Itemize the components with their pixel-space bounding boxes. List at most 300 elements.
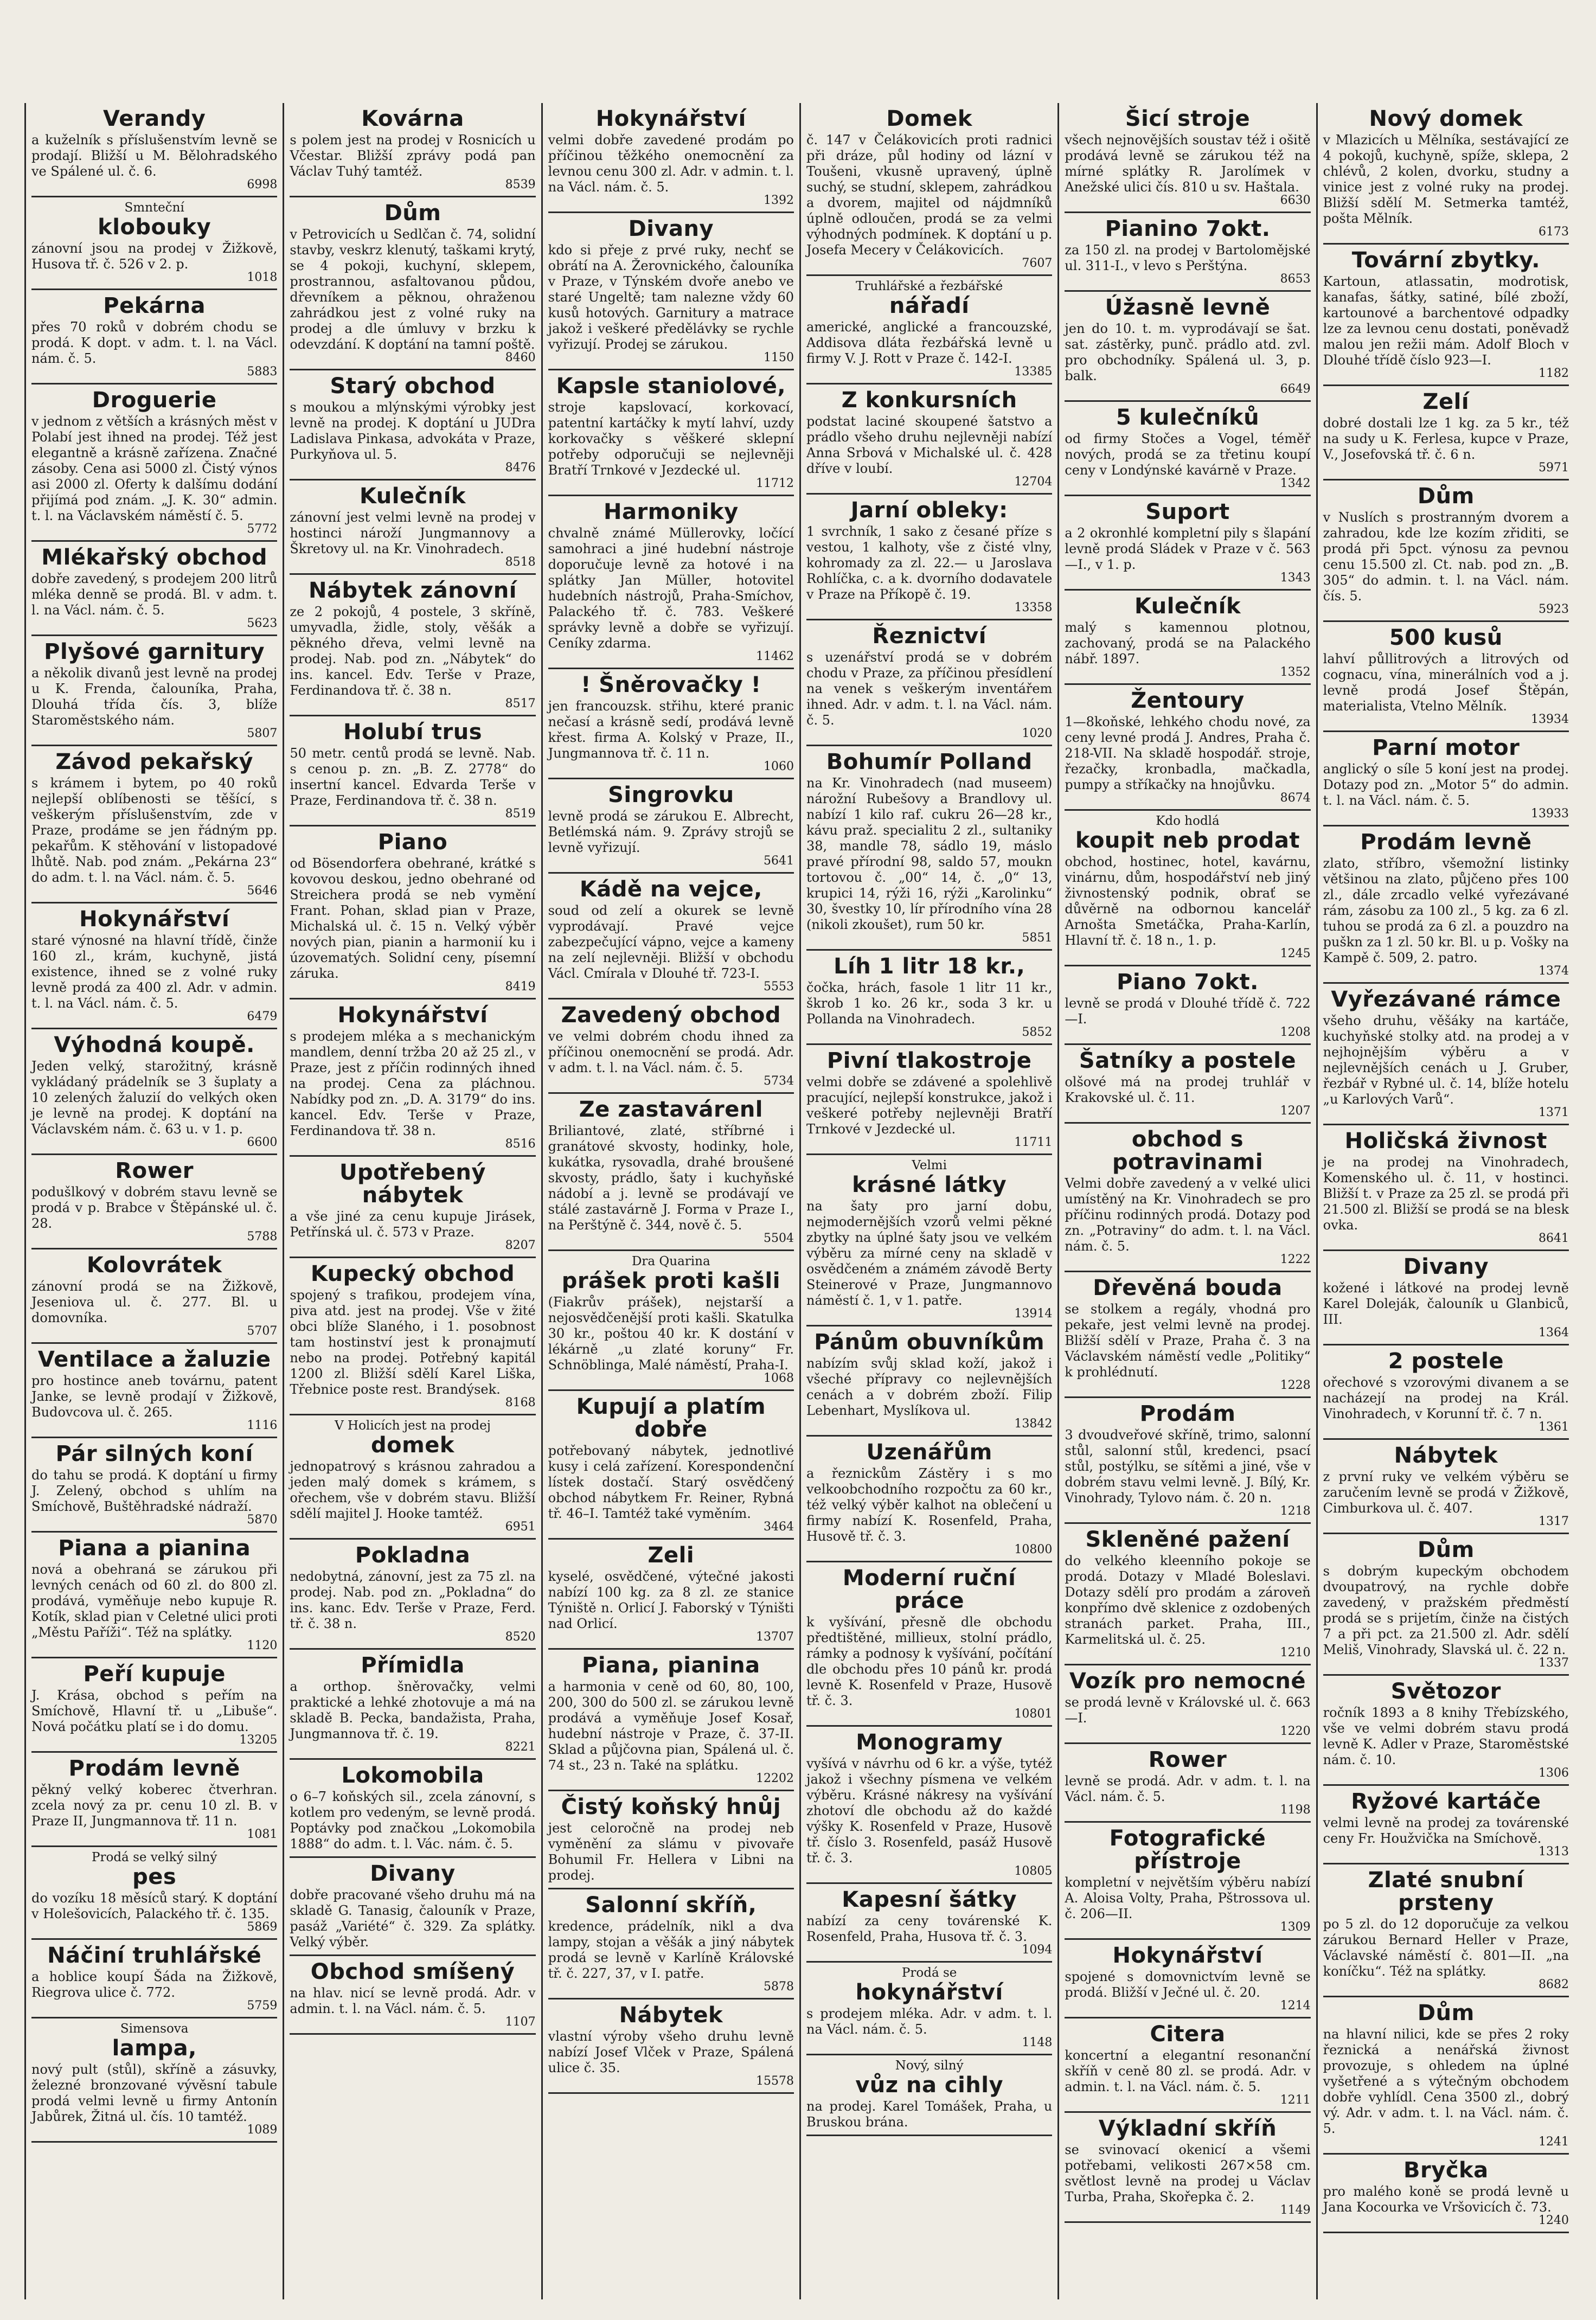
ad-text: na prodej. Karel Tomášek, Praha, u Bruskou brána.: [806, 2099, 1053, 2130]
classified-ad: [806, 620, 1052, 746]
ad-kicker: Velmi: [912, 1158, 947, 1172]
ad-number: 6951: [505, 1520, 536, 1534]
ad-number: 1081: [247, 1828, 278, 1841]
ad-number: 15578: [756, 2074, 794, 2088]
ad-text: chvalně známé Müllerovky, ločící samohraci a jiné hudební nástroje doporučuje levně za hotové i na splátky Jan Müller, hotovitel hudebních nástrojů, Praha-Smíchov, Palackého tř. č. 783. Veškeré správky levně a dobře se vyřizují. Ceníky zdarma.: [548, 525, 794, 651]
ad-number: 13933: [1531, 807, 1569, 821]
ad-headline: Singrovku: [608, 783, 734, 807]
ad-headline: Upotřebený nábytek: [339, 1160, 486, 1208]
ad-number: 5807: [247, 727, 278, 740]
ad-headline: Piano: [377, 830, 448, 855]
ad-headline: hokynářství: [855, 1980, 1003, 2005]
classified-ad: [31, 1029, 277, 1155]
ad-text: zánovní prodá se na Žižkově, Jeseniova ul. č. 277. Bl. u domovníka.: [31, 1279, 278, 1325]
ad-text: v Mlazicích u Mělníka, sestávající ze 4 pokojů, kuchyně, spíže, sklepa, 2 chlévů, 2 kolen, dvorku, studny a vinice jest z volné ruky na prodej. Bližší sdělí M. Setmerka tamtéž, pošta Mělník.: [1323, 132, 1569, 226]
ad-headline: Piana, pianina: [582, 1653, 760, 1678]
ad-text: do velkého kleenního pokoje se prodá. Dotazy v Mladé Boleslavi. Dotazy sdělí pro prodám a zároveň konpřímo dvě sklenice z ozdobených stranách parket. Praha, III., Karmelitská ul. č. 25.: [1065, 1553, 1311, 1647]
classified-ad: [290, 1157, 535, 1258]
ad-text: čočka, hrách, fasole 1 litr 11 kr., škrob 1 ko. 26 kr., soda 3 kr. u Pollanda na Vinohradech.: [806, 980, 1053, 1027]
ad-number: 6649: [1280, 382, 1311, 396]
ad-headline: Hokynářství: [79, 907, 230, 932]
ad-headline: Harmoniky: [603, 499, 739, 524]
ad-headline: Jarní obleky:: [850, 498, 1008, 523]
ad-text: kyselé, osvědčené, výtečné jakosti nabízí 100 kg. za 8 zl. ze stanice Týniště n. Orlicí J. Faborský v Týništi nad Orlicí.: [548, 1569, 794, 1631]
ad-text: nedobytná, zánovní, jest za 75 zl. na prodej. Nab. pod zn. „Pokladna“ do ins. kanc. Edv. Terše v Praze, Ferd. tř. č. 38 n.: [290, 1569, 536, 1631]
classified-ad: [806, 951, 1052, 1045]
classified-ad: [1065, 1940, 1310, 2018]
ad-text: 50 metr. centů prodá se levně. Nab. s cenou p. zn. „B. Z. 2778“ do insertní kancel. Edvarda Terše v Praze, Ferdinandova tř. č. 38 n.: [290, 746, 536, 808]
ad-headline: Hokynářství: [1112, 1943, 1263, 1968]
classified-ad: [290, 103, 535, 197]
ad-column: [541, 103, 799, 2299]
classified-ad: [1065, 966, 1310, 1045]
classified-ad: [548, 1889, 794, 1999]
ad-headline: Nábytek: [619, 2003, 723, 2028]
ad-headline: Skleněné pažení: [1085, 1527, 1290, 1552]
ad-text: se stolkem a regály, vhodná pro pekaře, jest velmi levně na prodej. Bližší sdělí v Praze, Praha č. 3 na Václavském náměstí vedle „Politiky“ k prohlédnutí.: [1065, 1302, 1311, 1380]
classified-ad: [806, 1963, 1052, 2055]
classified-ad: [1065, 1665, 1310, 1744]
ad-number: 13205: [239, 1733, 278, 1747]
ad-text: po 5 zl. do 12 doporučuje za velkou zárukou Bernard Heller v Praze, Václavské náměstí č. 801—II. „na koníčku“. Též na splátky.: [1323, 1917, 1569, 1979]
ad-headline: Dům: [384, 201, 441, 226]
classified-ad: [290, 197, 535, 370]
ad-headline: Kapesní šátky: [842, 1887, 1017, 1912]
ad-number: 8419: [505, 980, 536, 994]
ad-number: 5759: [247, 1999, 278, 2013]
ad-number: 3464: [764, 1520, 794, 1534]
classified-ad: [806, 103, 1052, 276]
ad-headline: Starý obchod: [330, 374, 496, 399]
ad-number: 5504: [764, 1232, 794, 1245]
ad-text: pro malého koně se prodá levně u Jana Kocourka ve Vršovicích č. 73.: [1323, 2184, 1569, 2215]
ad-text: v Nuslích s prostranným dvorem a zahradou, kde lze kozím zřiditi, se prodá při 5pct. výnosu za pevnou cenu 15.500 zl. Ct. nab. pod zn. „B. 305“ do admin. t. l. na Václ. nám. čís. 5.: [1323, 510, 1569, 604]
ad-text: jen do 10. t. m. vyprodávají se šat. sat. zástěrky, punč. prádlo atd. zvl. pro obchodníky. Spálená ul. 3, p. balk.: [1065, 321, 1311, 383]
classified-ad: [1065, 213, 1310, 292]
ad-number: 8539: [505, 178, 536, 191]
ad-headline: Žentoury: [1131, 688, 1245, 713]
ad-text: zlato, stříbro, všemožní listinky většinou na zlato, půjčeno přes 100 zl., dále zrcadlo velké vyřezávané rám, zásobu za 100 zl., 5 kg. za 6 zl. tuhou se prodá za 6 zl. a pouzdro na puškn za 1 zl. 50 kr. Bl. u p. Vošky na Kampě č. 509, 2. patro.: [1323, 856, 1569, 965]
classified-ad: [31, 2018, 277, 2143]
classified-ad: [290, 370, 535, 480]
classified-ad: [290, 1415, 535, 1540]
ad-headline: Kapsle staniolové,: [556, 374, 786, 399]
ad-kicker: Truhlářské a řezbářské: [856, 279, 1003, 293]
ad-number: 1220: [1280, 1725, 1311, 1738]
ad-headline: Prodám levně: [68, 1756, 240, 1781]
ad-number: 13385: [1014, 365, 1053, 379]
ad-text: do vozíku 18 měsíců starý. K doptání v Holešovicích, Palackého tř. č. 135.: [31, 1890, 278, 1921]
ad-number: 1317: [1539, 1515, 1569, 1528]
ad-text: 1—8koňské, lehkého chodu nové, za ceny levné prodá J. Andres, Praha č. 218-VII. Na skladě hospodář. stroje, řezačky, kronbadla, mačkadla, pumpy a stříkačky na hnojůvku.: [1065, 714, 1311, 792]
ad-text: obchod, hostinec, hotel, kavárnu, vinárnu, dům, hospodářství neb jiný živnostenský podnik, obrať se důvěrně na odbornou kancelář Arnošta Smetáčka, Praha-Karlín, Hlavní tř. č. 18 n., 1. p.: [1065, 854, 1311, 948]
ad-headline: Zelí: [1422, 389, 1470, 414]
classified-ad: [548, 1540, 794, 1650]
classified-ad: [31, 1658, 277, 1753]
ad-headline: Ryžové kartáče: [1351, 1789, 1541, 1814]
classified-ad: [806, 1727, 1052, 1884]
ad-kicker: Dra Quarina: [631, 1254, 710, 1268]
ad-text: nová a obehraná se zárukou při levných cenách od 60 zl. do 800 zl. prodává, vyměňuje nebo kupuje R. Kotík, sklad pian v Celetné ulici proti „Městu Paříži“. Též na splátky.: [31, 1562, 278, 1640]
ad-number: 8641: [1539, 1232, 1569, 1245]
ad-headline: Vyřezávané rámce: [1331, 987, 1561, 1012]
classified-ad: [1323, 984, 1569, 1125]
ad-number: 5641: [764, 854, 794, 868]
ad-column: [24, 103, 283, 2299]
classified-ad: [806, 1045, 1052, 1155]
ad-headline: klobouky: [98, 215, 211, 240]
ad-headline: Salonní skříň,: [585, 1893, 757, 1918]
classified-ad: [290, 1258, 535, 1415]
ad-headline: koupit neb prodat: [1075, 828, 1300, 853]
classified-ad: [31, 1533, 277, 1658]
ad-number: 11712: [756, 477, 794, 490]
ad-text: jen francouzsk. střihu, které pranic nečasí a krásně sedí, prodává levně křest. firma A. Kolský v Praze, II., Jungmannova tř. č. 11 n.: [548, 698, 794, 761]
classified-ad: [31, 1438, 277, 1533]
ad-text: spojené s domovnictvím levně se prodá. Bližší v Ječné ul. č. 20.: [1065, 1969, 1311, 2000]
ad-number: 1210: [1280, 1646, 1311, 1659]
ad-number: 13914: [1014, 1307, 1053, 1321]
ad-kicker: V Holicích jest na prodej: [335, 1419, 491, 1433]
ad-headline: Šicí stroje: [1125, 106, 1251, 131]
classified-ad: [806, 276, 1052, 384]
ad-text: a orthop. šněrovačky, velmi praktické a lehké zhotovuje a má na skladě B. Pecka, bandažista, Praha, Jungmannova tř. č. 19.: [290, 1679, 536, 1741]
classified-ad: [31, 103, 277, 197]
classified-ad: [31, 290, 277, 384]
classified-ad: [548, 1094, 794, 1251]
ad-number: 8519: [505, 807, 536, 821]
classified-ad: [1323, 1440, 1569, 1534]
ad-number: 5923: [1539, 603, 1569, 616]
ad-headline: Kovárna: [361, 106, 464, 131]
ad-text: v jednom z větších a krásných měst v Polabí jest ihned na prodej. Též jest elegantně a krásně zařízena. Značné zásoby. Cena asi 5000 zl. Čistý výnos asi 2000 zl. Oferty k dalšímu dodání přijímá pod znám. „J. K. 30“ admin. t. l. na Václavském náměstí č. 5.: [31, 414, 278, 523]
ad-text: Velmi dobře zavedený a v velké ulici umístěný na Kr. Vinohradech se pro příčinu rodinných prodá. Dotazy pod zn. „Potraviny“ do adm. t. l. na Václ. nám. č. 5.: [1065, 1176, 1311, 1254]
ad-text: se prodá levně v Královské ul. č. 663—I.: [1065, 1695, 1311, 1726]
ad-number: 6173: [1539, 225, 1569, 239]
ad-number: 6630: [1280, 194, 1311, 207]
classified-ad: [1065, 2113, 1310, 2223]
ad-text: od Bösendorfera obehrané, krátké s kovovou deskou, jedno obehrané od Streichera prodá se neb vymění Frant. Pohan, sklad pian v Praze, Michalská ul. č. 15 n. Velký výběr nových pian, pianin a harmonií ku i úzovematých. Solidní ceny, písemní záruka.: [290, 856, 536, 981]
ad-kicker: Simensova: [120, 2022, 189, 2036]
ad-text: zánovní jest velmi levně na prodej v hostinci nároží Jungmannovy a Škretovy ul. na Kr. Vinohradech.: [290, 510, 536, 556]
ad-number: 13934: [1531, 713, 1569, 726]
ad-text: zánovní jsou na prodej v Žižkově, Husova tř. č. 526 v 2. p.: [31, 241, 278, 272]
ad-text: vyšívá v návrhu od 6 kr. a výše, tytéž jakož i všechny písmena ve velkém výběru. Krásné nákresy na vyšívání zhotoví dle obchodu až do každé výšky K. Rosenfeld v Praze, Husově tř. číslo 3. Rosenfeld, pasáž Husově tř. č. 3.: [806, 1756, 1053, 1866]
classified-ad: [1323, 1534, 1569, 1676]
ad-number: 5870: [247, 1513, 278, 1527]
ad-number: 5851: [1022, 931, 1053, 945]
ad-number: 1211: [1280, 2093, 1311, 2107]
ad-text: a vše jiné za cenu kupuje Jirásek, Petřínská ul. č. 573 v Praze.: [290, 1209, 536, 1240]
classified-ad: [290, 999, 535, 1157]
ad-headline: Plyšové garnitury: [44, 639, 265, 664]
ad-headline: Verandy: [103, 106, 206, 131]
ad-text: spojený s trafikou, prodejem vína, piva atd. jest na prodej. Vše v žité obci blíže Slaného, i 1. posobnost tam hostinství jest k pronajmutí nebo na prodej. Potřebný kapitál 1200 zl. Bližší sdělí Karel Liška, Třebnice poste rest. Brandýsek.: [290, 1287, 536, 1397]
ad-number: 1182: [1539, 367, 1569, 380]
classified-ad: [1323, 622, 1569, 732]
ad-headline: Nábytek: [1394, 1443, 1498, 1468]
ad-number: 13707: [756, 1630, 794, 1644]
ad-number: 5971: [1539, 461, 1569, 475]
classified-ad: [548, 103, 794, 213]
classified-ad: [1323, 386, 1569, 480]
classified-ad: [1323, 1997, 1569, 2155]
classified-ad: [548, 669, 794, 779]
ad-number: 1198: [1280, 1803, 1311, 1817]
classified-ad: [1323, 1676, 1569, 1786]
ad-number: 1018: [247, 271, 278, 284]
ad-headline: Kádě na vejce,: [579, 877, 762, 902]
ad-text: vlastní výroby všeho druhu levně nabízí Josef Vlček v Praze, Spálená ulice č. 35.: [548, 2029, 794, 2075]
ad-text: o 6–7 koňských sil., zcela zánovní, s kotlem pro vedeným, se levně prodá. Poptávky pod značkou „Lokomobila 1888“ do adm. t. l. Vác. nám. č. 5.: [290, 1789, 536, 1851]
ad-text: Jeden velký, starožitný, krásně vykládaný prádelník se 3 šuplaty a 10 zelených žaluzií do velkých oken je levně na prodej. K doptání na Václavském nám. č. 63 u. v 1. p.: [31, 1059, 278, 1137]
ad-number: 6600: [247, 1136, 278, 1149]
ad-number: 5869: [247, 1920, 278, 1934]
ad-headline: Domek: [886, 106, 972, 131]
ad-number: 5734: [764, 1074, 794, 1088]
ad-headline: Ventilace a žaluzie: [37, 1347, 271, 1372]
ad-headline: domek: [370, 1433, 454, 1458]
ad-number: 1309: [1280, 1920, 1311, 1934]
classified-ad: [548, 370, 794, 496]
ad-text: levně prodá se zárukou E. Albrecht, Betlémská nám. 9. Zprávy strojů se levně vyřizují.: [548, 809, 794, 855]
classified-ad: [1065, 1045, 1310, 1124]
ad-headline: 5 kulečníků: [1116, 405, 1260, 430]
classified-ad: [806, 1155, 1052, 1326]
ad-headline: Náčiní truhlářské: [47, 1943, 262, 1968]
classified-ad: [31, 746, 277, 903]
ad-headline: 500 kusů: [1389, 625, 1503, 650]
ad-text: Briliantové, zlaté, stříbrné i granátové skvosty, hodinky, hole, kukátka, rysovadla, drahé broušené skvosty, prádlo, šaty i kuchyňské nádobí a j. levně se prodávají ve stálé zastavárně J. Forma v Praze I., na Perštýně č. 344, nově č. 5.: [548, 1123, 794, 1233]
ad-headline: Holubí trus: [343, 720, 483, 745]
ad-text: a hoblice koupí Šáda na Žižkově, Riegrova ulice č. 772.: [31, 1969, 278, 2000]
ad-text: se svinovací okenicí a všemi potřebami, velikosti 267×58 cm. světlost levně na prodej u Václav Turba, Praha, Skořepka č. 2.: [1065, 2142, 1311, 2204]
ad-text: velmi dobře zavedené prodám po příčinou těžkého onemocnění za levnou cenu 300 zl. Adr. v admin. t. l. na Václ. nám. č. 5.: [548, 132, 794, 195]
ad-number: 10805: [1014, 1864, 1053, 1878]
ad-headline: Dům: [1417, 484, 1475, 509]
ad-number: 5788: [247, 1230, 278, 1244]
classified-ad: [1323, 245, 1569, 386]
classified-ad: [31, 197, 277, 290]
ad-text: s dobrým kupeckým obchodem dvoupatrový, na rychle dobře zavedený, v pražském předměstí prodá se s prijetím, činže na čistých 7 a při pct. za 21.500 zl. Adr. sdělí Meliš, Vinohrady, Slavská ul. č. 22 n.: [1323, 1563, 1569, 1657]
ad-number: 1343: [1280, 571, 1311, 585]
ad-column: [1057, 103, 1316, 2299]
ad-number: 1337: [1539, 1656, 1569, 1670]
ad-text: pěkný velký koberec čtverhran. zcela nový za pr. cenu 10 zl. B. v Praze II, Jungmannova tř. 11 n.: [31, 1782, 278, 1829]
ad-number: 8653: [1280, 272, 1311, 286]
ad-text: levně se prodá. Adr. v adm. t. l. na Václ. nám. č. 5.: [1065, 1773, 1311, 1804]
classified-ad: [1065, 292, 1310, 402]
ad-text: kredence, prádelník, nikl a dva lampy, stojan a věšák a jiný nábytek prodá se levně v Karlíně Královské tř. č. 227, 37, v I. patře.: [548, 1919, 794, 1981]
ad-number: 8207: [505, 1239, 536, 1252]
classified-ad: [806, 2055, 1052, 2136]
ad-text: je na prodej na Vinohradech, Komenského ul. č. 11, v hostinci. Bližší t. v Praze za 25 zl. se prodá při 21.500 zl. Bližší se prodá se na blesk ovka.: [1323, 1155, 1569, 1233]
ad-headline: Moderní ruční práce: [842, 1566, 1016, 1613]
classified-ad: [1065, 496, 1310, 591]
classified-ad: [806, 384, 1052, 495]
ad-kicker: Prodá se velký silný: [92, 1850, 217, 1864]
classified-ad: [548, 999, 794, 1094]
ad-number: 10801: [1014, 1707, 1053, 1721]
ad-text: jednopatrový s krásnou zahradou a jeden malý domek s krámem, s ořechem, vše v dobrém stavu. Bližší sdělí majitel J. Hooke tamtéž.: [290, 1459, 536, 1521]
ad-number: 12704: [1014, 475, 1053, 489]
ad-headline: Uzenářům: [866, 1440, 992, 1465]
ad-text: od firmy Stočes a Vogel, téměř nových, prodá se za třetinu koupí ceny v Londýnské kavárně v Praze.: [1065, 431, 1311, 478]
classified-ad: [1065, 402, 1310, 496]
ad-text: potřebovaný nábytek, jednotlivé kusy i celá zařízení. Korespondenční lístek dostačí. Starý osvědčený obchod nábytkem Fr. Reiner, Rybná tř. 46–I. Tamtéž také vyměním.: [548, 1443, 794, 1521]
classified-ad: [1323, 103, 1569, 245]
ad-text: a řeznickům Zástěry i s mo velkoobchodního rozpočtu za 60 kr., též velký výběr kalhot na oblečení u firmy nabízí K. Rosenfeld, Praha, Husově tř. č. 3.: [806, 1466, 1053, 1544]
classified-ad: [290, 826, 535, 999]
ad-number: 1089: [247, 2123, 278, 2137]
ad-number: 5772: [247, 522, 278, 536]
ad-column: [283, 103, 541, 2299]
ad-number: 5883: [247, 365, 278, 379]
ad-headline: vůz na cihly: [855, 2073, 1004, 2098]
ad-text: ořechové s vzorovými divanem a se nacházejí na prodej na Král. Vinohradech, v Korunní tř. č. 7 n.: [1323, 1375, 1569, 1421]
ad-headline: Světozor: [1390, 1679, 1501, 1704]
ad-headline: Prodám levně: [1360, 830, 1532, 855]
ad-text: a kuželník s příslušenstvím levně se prodají. Bližší u M. Bělohradského ve Spálené ul. č. 6.: [31, 132, 278, 179]
ad-text: levně se prodá v Dlouhé třídě č. 722—I.: [1065, 996, 1311, 1027]
ad-text: v Petrovicích u Sedlčan č. 74, solidní stavby, veskrz klenutý, taškami krytý, se 4 pokoji, kuchyní, sklepem, prostrannou, asfaltovanou půdou, dřevníkem a pěknou, ohraženou zahrádkou jest z volné ruky na prodej a dle úmluvy v brzku k odevzdání. K doptání na tamní poště.: [290, 227, 536, 352]
ad-headline: Zavedený obchod: [561, 1003, 781, 1028]
ad-text: a několik divanů jest levně na prodej u K. Frenda, čalouníka, Praha, Dlouhá třída čís. 3, blíže Staroměstského nám.: [31, 665, 278, 728]
ad-text: k vyšívání, přesně dle obchodu předtištěné, millieux, stolní prádlo, rámky a podnosy k vyšívání, počítání dle obchodu přes 10 pánů kr. prodá levně K. Rosenfeld v Praze, Husově tř. č. 3.: [806, 1614, 1053, 1708]
ad-headline: Rower: [1148, 1747, 1227, 1772]
ad-headline: Rower: [115, 1158, 194, 1183]
ad-headline: Suport: [1145, 499, 1230, 524]
classified-ad: [1323, 480, 1569, 622]
ad-text: olšové má na prodej truhlář v Krakovské ul. č. 11.: [1065, 1074, 1311, 1105]
ad-text: malý s kamennou plotnou, zachovaný, prodá se na Palackého nábř. 1897.: [1065, 620, 1311, 666]
ad-headline: Citera: [1150, 2022, 1226, 2047]
ad-headline: krásné látky: [852, 1172, 1007, 1197]
ad-column: [1316, 103, 1574, 2299]
ad-text: (Fiakrův prášek), nejstarší a nejosvědčenější proti kašli. Skatulka 30 kr., poštou 40 kr. K dostání v lékárně „u zlaté koruny“ Fr. Schnöblinga, Malé náměstí, Praha-I.: [548, 1294, 794, 1373]
ad-headline: Obchod smíšený: [310, 1959, 515, 1984]
ad-text: z první ruky ve velkém výběru se zaručením levně se prodá v Žižkově, Cimburkova ul. č. 407.: [1323, 1469, 1569, 1516]
ad-headline: Dřevěná bouda: [1093, 1276, 1283, 1300]
ad-number: 1150: [764, 351, 794, 364]
ad-text: J. Krása, obchod s peřím na Smíchově, Hlavní tř. u „Libuše“. Nová počátku platí se i do domu.: [31, 1688, 278, 1734]
ad-headline: 2 postele: [1388, 1349, 1504, 1374]
ad-number: 1313: [1539, 1845, 1569, 1858]
ad-number: 1120: [247, 1639, 278, 1652]
ad-kicker: Kdo hodlá: [1156, 814, 1220, 828]
ad-headline: Divany: [1403, 1254, 1489, 1279]
ad-text: a 2 okronhlé kompletní pily s šlapání levně prodá Sládek v Praze v č. 563—I., v 1. p.: [1065, 525, 1311, 572]
ad-text: kompletní v největším výběru nabízí A. Aloisa Volty, Praha, Pštrossova ul. č. 206—II.: [1065, 1875, 1311, 1921]
classified-ad: [1065, 685, 1310, 811]
ad-headline: prášek proti kašli: [561, 1268, 780, 1293]
ad-headline: lampa,: [112, 2036, 197, 2061]
ad-headline: Výkladní skříň: [1098, 2116, 1277, 2141]
ad-headline: Divany: [628, 216, 714, 241]
ad-number: 8520: [505, 1630, 536, 1644]
ad-headline: Nábytek zánovní: [309, 578, 517, 603]
classified-ad: [31, 384, 277, 542]
classified-ad: [290, 480, 535, 575]
ad-headline: Peří kupuje: [83, 1662, 226, 1687]
ad-number: 5553: [764, 980, 794, 994]
ad-headline: Prodám: [1139, 1401, 1236, 1426]
classified-ad: [31, 1344, 277, 1438]
ad-headline: Kupují a platím dobře: [576, 1394, 766, 1442]
ad-number: 1361: [1539, 1420, 1569, 1434]
classified-ad: [1065, 1524, 1310, 1665]
ad-number: 1149: [1280, 2203, 1311, 2217]
ad-number: 1116: [247, 1419, 278, 1432]
ad-number: 13842: [1014, 1417, 1053, 1431]
ad-headline: Dům: [1417, 1537, 1475, 1562]
classified-ad: [290, 716, 535, 826]
classified-ad: [31, 636, 277, 746]
classified-ad: [1323, 1345, 1569, 1440]
ad-number: 1068: [764, 1372, 794, 1385]
ad-text: nabízí za ceny továrenské K. Rosenfeld, Praha, Husova tř. č. 3.: [806, 1913, 1053, 1944]
classified-ad: [31, 1753, 277, 1847]
classified-ad: [31, 542, 277, 636]
ad-kicker: Prodá se: [901, 1966, 957, 1980]
ad-headline: Pánům obuvníkům: [814, 1330, 1045, 1355]
ad-number: 8168: [505, 1396, 536, 1409]
classified-ad: [290, 1858, 535, 1956]
classified-ad: [1323, 826, 1569, 984]
ad-text: anglický o síle 5 koní jest na prodej. Dotazy pod zn. „Motor 5“ do admin. t. l. na Václ. nám. č. 5.: [1323, 761, 1569, 808]
classified-ad: [548, 496, 794, 669]
classified-ad: [548, 1650, 794, 1791]
classified-ad: [548, 213, 794, 370]
ad-text: na hlav. nicí se levně prodá. Adr. v admin. t. l. na Václ. nám. č. 5.: [290, 1985, 536, 2016]
classified-ad: [548, 1251, 794, 1391]
ad-text: kožené i látkové na prodej levně Karel Doleják, čalouník u Glanbiců, III.: [1323, 1280, 1569, 1327]
classified-ad: [1065, 1744, 1310, 1823]
ad-number: 1364: [1539, 1326, 1569, 1340]
ad-kicker: Nový, silný: [895, 2059, 964, 2073]
classified-ad: [1065, 1124, 1310, 1272]
ad-text: podstat laciné skoupené šatstvo a prádlo všeho druhu nejlevněji nabízí Anna Srbová v Michalské ul. č. 428 dříve v loubí.: [806, 414, 1053, 476]
ad-headline: Výhodná koupě.: [54, 1033, 255, 1058]
ad-headline: Kolovrátek: [86, 1253, 222, 1278]
classified-ad: [31, 1249, 277, 1344]
ad-headline: Líh 1 litr 18 kr.,: [834, 954, 1025, 979]
ad-number: 8517: [505, 697, 536, 710]
ad-headline: Hokynářství: [595, 106, 746, 131]
classified-ad: [290, 1650, 535, 1760]
ad-headline: obchod s potravinami: [1112, 1127, 1264, 1175]
classified-ad: [806, 746, 1052, 951]
ad-number: 1020: [1022, 727, 1053, 740]
ad-number: 1060: [764, 760, 794, 773]
ad-headline: Závod pekařský: [55, 749, 253, 774]
ad-number: 1306: [1539, 1766, 1569, 1780]
classified-ad: [1323, 1251, 1569, 1345]
ad-text: č. 147 v Čelákovicích proti radnici při dráze, půl hodiny od lázní v Toušeni, vkusně upravený, úplně suchý, se studní, sklepem, zahrádkou a dvorem, majitel od nájdmníků úplně odloučen, prodá se za velmi výhodných podmínek. K doptání u p. Josefa Mecery v Čelákovicích.: [806, 132, 1053, 258]
ad-headline: Vozík pro nemocné: [1069, 1669, 1306, 1694]
ad-number: 8682: [1539, 1978, 1569, 1991]
ad-text: všech nejnovějších soustav též i ošitě prodává levně se zárukou též na mírné splátky R. Jarolímek v Anežské ulici čís. 810 u sv. Haštala.: [1065, 132, 1311, 195]
ad-headline: Tovární zbytky.: [1351, 248, 1540, 273]
ad-headline: Hokynářství: [337, 1003, 488, 1028]
ad-text: dobré dostali lze 1 kg. za 5 kr., též na sudy u K. Ferlesa, kupce v Praze, V., Josefovská tř. č. 6 n.: [1323, 415, 1569, 462]
ad-text: 1 svrchník, 1 sako z česané příze s vestou, 1 kalhoty, vše z čisté vlny, kohromady za zl. 22.— u Jaroslava Rohlíčka, c. a k. dvorního dodavatele v Praze na Příkopě č. 19.: [806, 524, 1053, 602]
ad-number: 1222: [1280, 1253, 1311, 1266]
ad-number: 1148: [1022, 2036, 1053, 2049]
classified-ad: [290, 1540, 535, 1650]
ad-text: velmi dobře se zdávené a spolehlivě pracující, nejlepší konstrukce, jakož i veškeré potřeby nejlevněji Bratří Trnkové v Jezdecké ul.: [806, 1074, 1053, 1137]
classified-ad: [290, 1956, 535, 2035]
